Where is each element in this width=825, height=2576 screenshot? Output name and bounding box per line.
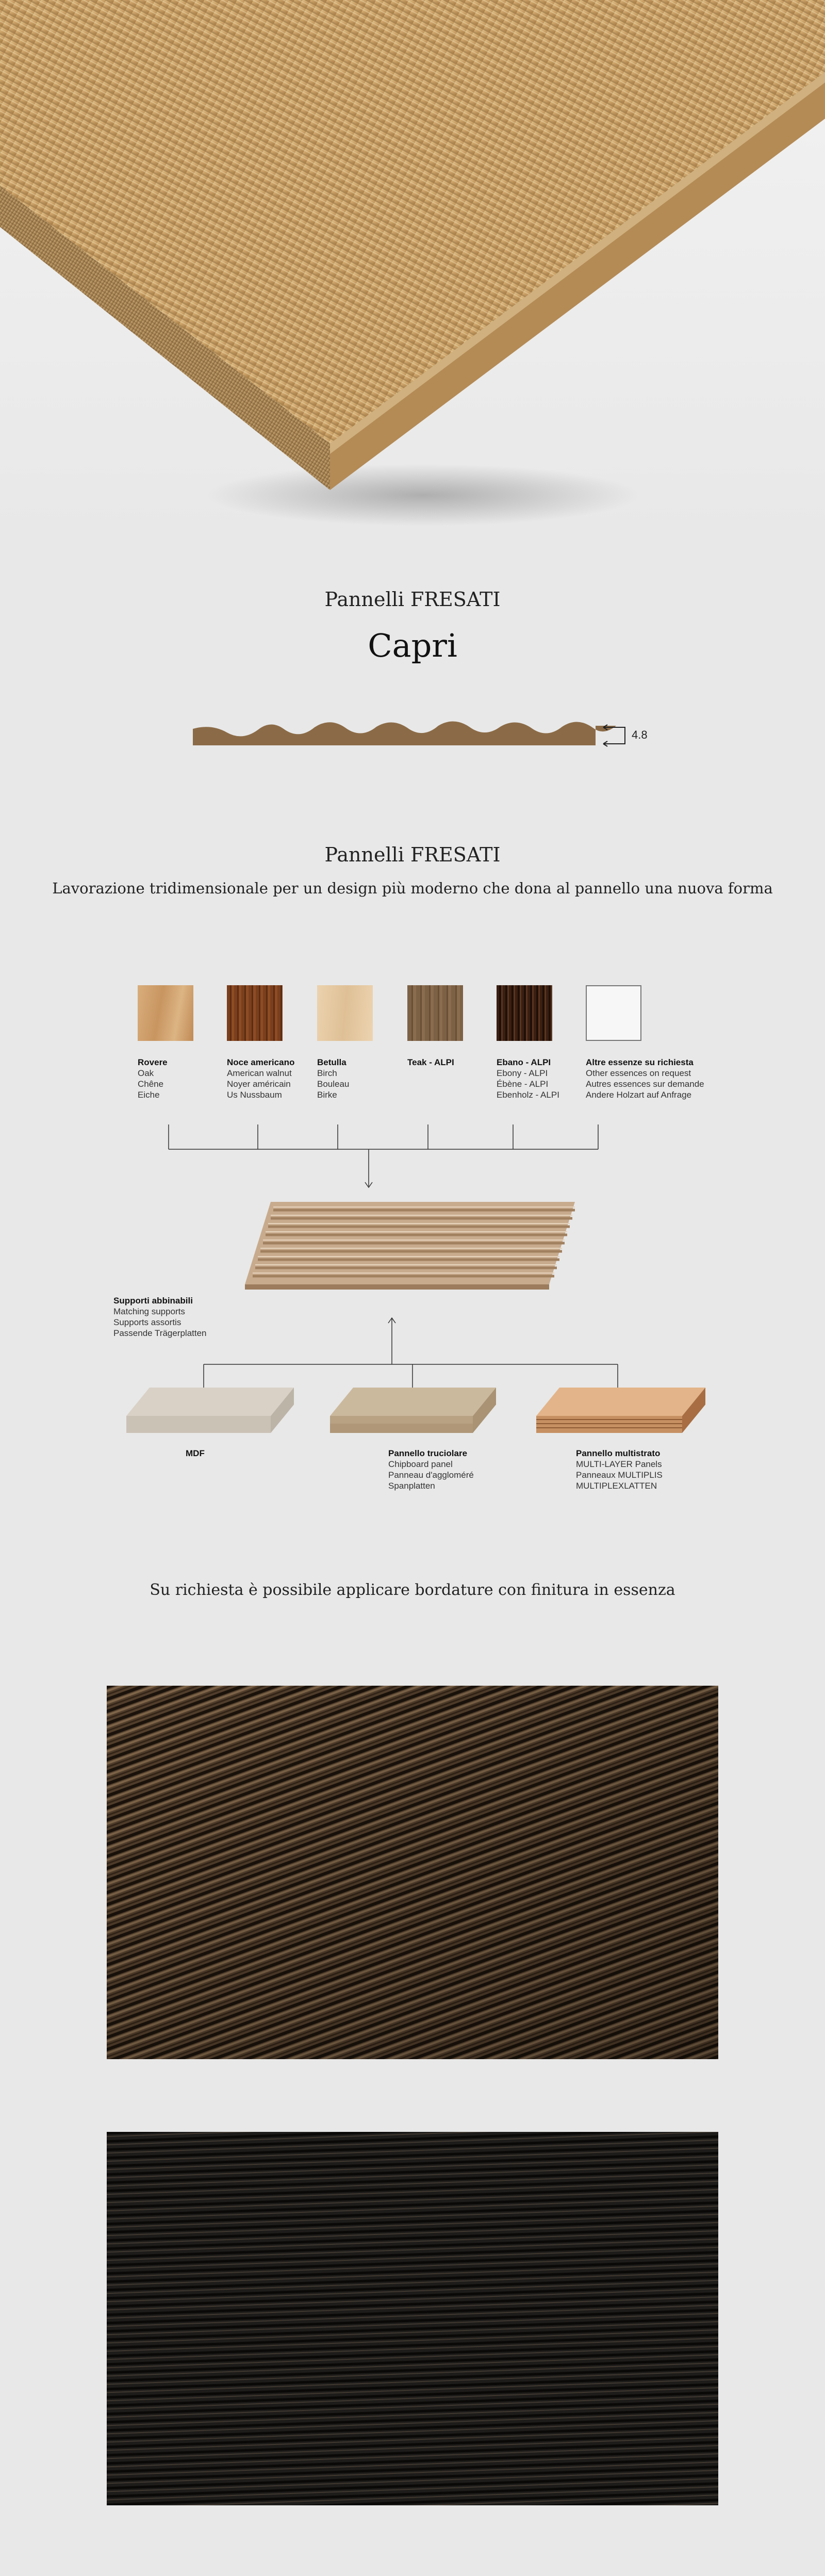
essence-line: Noyer américain	[227, 1079, 291, 1089]
essence-name: Rovere	[138, 1057, 168, 1067]
support-line: MULTI-LAYER Panels	[576, 1459, 662, 1469]
essence-name: Ebano - ALPI	[497, 1057, 551, 1067]
essence-line: Autres essences sur demande	[586, 1079, 704, 1089]
essence-line: Other essences on request	[586, 1068, 691, 1078]
essence-walnut	[227, 985, 330, 1100]
chipboard-panel-illustration	[330, 1388, 496, 1433]
swatch-other	[586, 985, 641, 1041]
essence-name: Altre essenze su richiesta	[586, 1057, 694, 1067]
essence-line: Birch	[317, 1068, 337, 1078]
edge-banding-note: Su richiesta è possibile applicare bordature con finitura in essenza	[150, 1581, 675, 1599]
essence-line: Eiche	[138, 1090, 160, 1100]
essence-line: Bouleau	[317, 1079, 350, 1089]
essence-oak	[138, 985, 241, 1100]
essence-line: Ébène - ALPI	[497, 1079, 549, 1089]
essence-birch	[317, 985, 420, 1100]
support-line: Spanplatten	[388, 1481, 435, 1491]
supports-label	[113, 1296, 207, 1339]
essence-teak	[407, 985, 510, 1068]
essence-name: Noce americano	[227, 1057, 295, 1067]
swatch-ebony	[497, 985, 552, 1041]
support-mdf	[186, 1448, 205, 1459]
swatch-walnut	[227, 985, 283, 1041]
essence-line: Andere Holzart auf Anfrage	[586, 1090, 692, 1100]
supports-line: Matching supports	[113, 1307, 185, 1316]
section-tagline: Lavorazione tridimensionale per un design più moderno che dona al pannello una nuova forma	[52, 879, 773, 897]
section-subtitle-2: Pannelli FRESATI	[324, 843, 501, 866]
texture-photo-walnut	[107, 1686, 718, 2059]
essence-line: Chêne	[138, 1079, 164, 1089]
mdf-panel-illustration	[126, 1388, 294, 1433]
support-line: Panneaux MULTIPLIS	[576, 1470, 663, 1480]
swatch-oak	[138, 985, 193, 1041]
support-line: Panneau d'aggloméré	[388, 1470, 474, 1480]
essence-line: Us Nussbaum	[227, 1090, 282, 1100]
essence-line: Birke	[317, 1090, 337, 1100]
supports-line: Supports assortis	[113, 1317, 182, 1327]
support-line: MULTIPLEXLATTEN	[576, 1481, 657, 1491]
support-line: Chipboard panel	[388, 1459, 453, 1469]
section-subtitle: Pannelli FRESATI	[324, 588, 501, 611]
essence-ebony	[497, 985, 600, 1100]
essence-line: Oak	[138, 1068, 154, 1078]
multilayer-panel-illustration	[536, 1388, 705, 1433]
support-name: Pannello multistrato	[576, 1448, 661, 1458]
supports-title: Supporti abbinabili	[113, 1296, 193, 1306]
hero-image	[0, 0, 825, 547]
support-chipboard	[388, 1448, 474, 1491]
swatch-birch	[317, 985, 373, 1041]
texture-photo-ebony	[107, 2132, 718, 2505]
product-title: Capri	[368, 627, 457, 664]
milled-panel-illustration	[245, 1202, 575, 1290]
essence-name: Betulla	[317, 1057, 346, 1067]
groove-profile-drawing	[191, 714, 665, 751]
essence-line: Ebony - ALPI	[497, 1068, 548, 1078]
essence-other	[586, 985, 720, 1100]
essence-line: Ebenholz - ALPI	[497, 1090, 559, 1100]
supports-line: Passende Trägerplatten	[113, 1328, 207, 1338]
essence-name: Teak - ALPI	[407, 1057, 454, 1067]
essence-line: American walnut	[227, 1068, 292, 1078]
support-name: MDF	[186, 1448, 205, 1458]
swatch-teak	[407, 985, 463, 1041]
thickness-label: 4.8	[632, 728, 648, 741]
support-name: Pannello truciolare	[388, 1448, 468, 1458]
support-multilayer	[576, 1448, 663, 1491]
